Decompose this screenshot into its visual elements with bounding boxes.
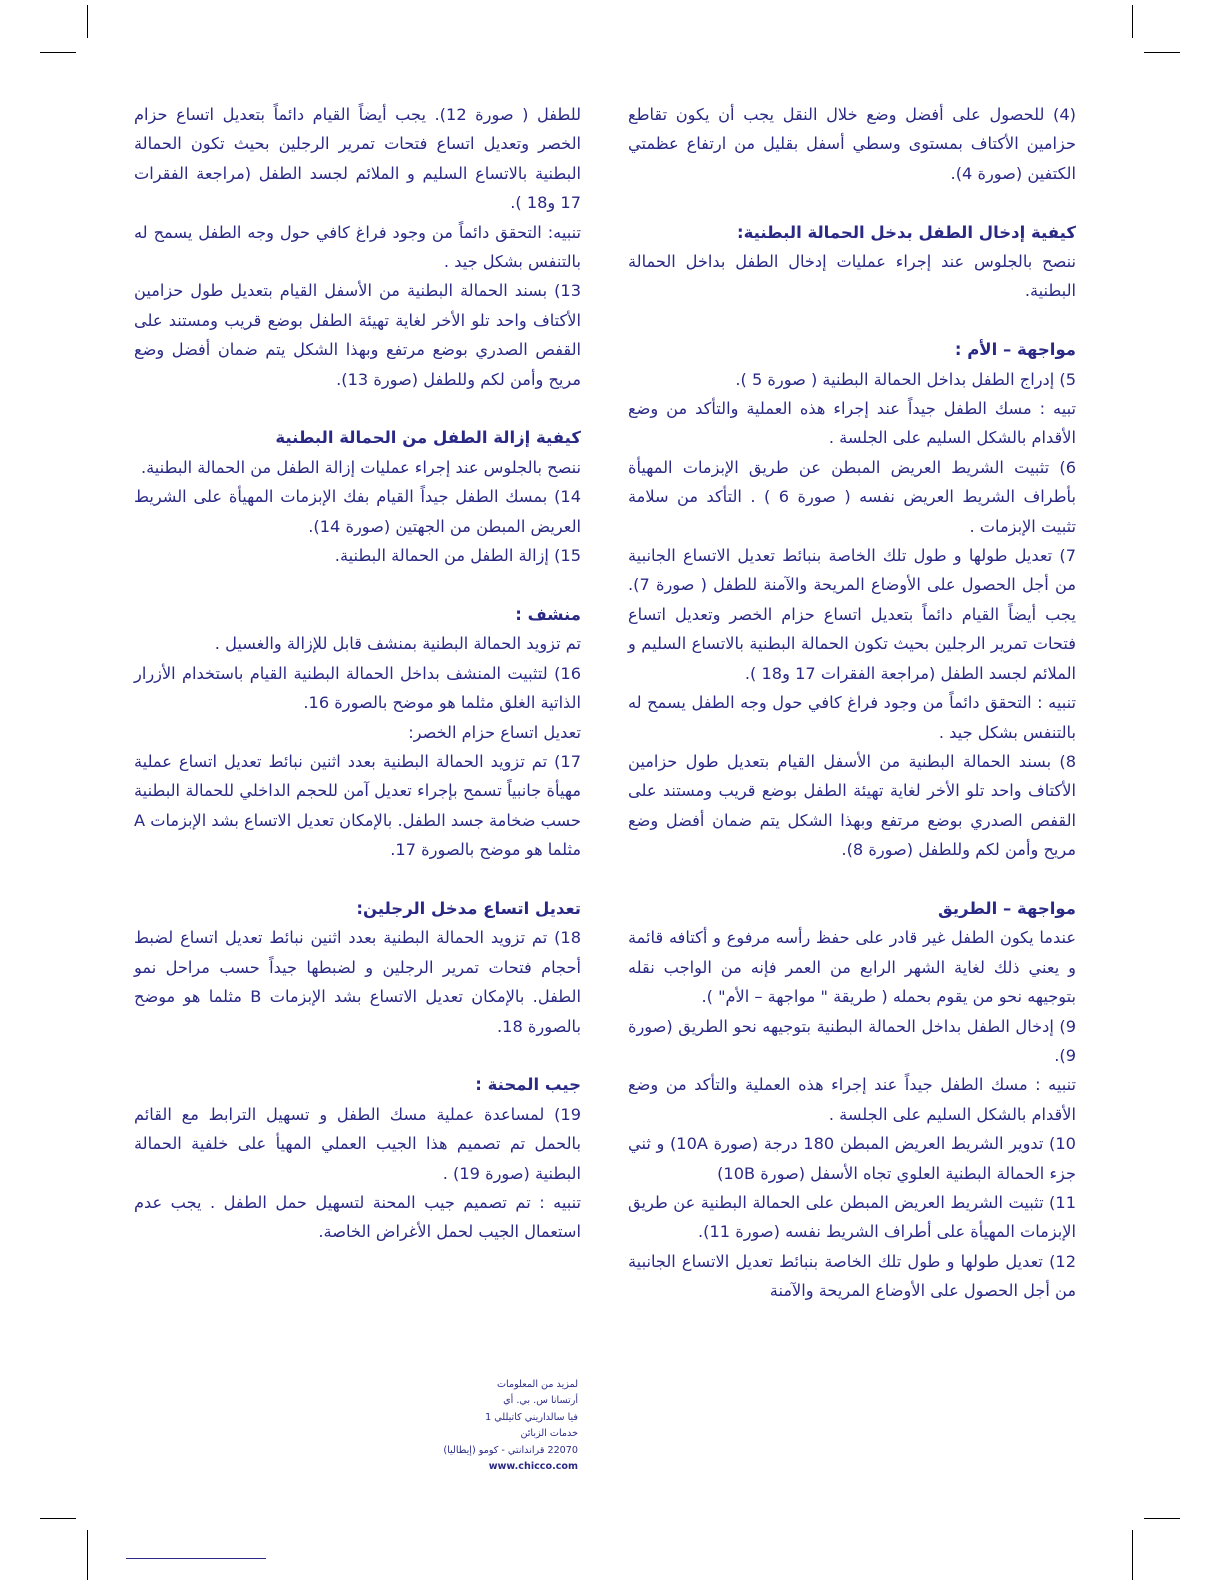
paragraph: 6) تثبيت الشريط العريض المبطن عن طريق الإبزمات المهيأة بأطراف الشريط العريض نفسه ( صورة 6 ) . التأكد من سلامة تثبيت الإبزمات . [628, 457, 1076, 536]
section-heading: كيفية إزالة الطفل من الحمالة البطنية [275, 428, 581, 448]
section-gap [628, 865, 1076, 894]
paragraph: عندما يكون الطفل غير قادر على حفظ رأسه مرفوع و أكتافه قائمة و يعني ذلك لغاية الشهر الرابع من العمر فإنه من الواجب نقله بتوجيهه نحو من يقوم بحمله ( طريقة " مواجهة – الأم" ). [628, 928, 1076, 1007]
paragraph: 10) تدوير الشريط العريض المبطن 180 درجة (صورة 10A) و ثني جزء الحمالة البطنية العلوي تجاه الأسفل (صورة 10B) [628, 1134, 1076, 1183]
crop-mark-bottom-right-vertical [1132, 1530, 1133, 1580]
crop-mark-top-left-vertical [87, 5, 88, 38]
section-gap [134, 394, 581, 423]
right-text-column [628, 100, 1076, 1306]
paragraph: 19) لمساعدة عملية مسك الطفل و تسهيل الترابط مع القائم بالحمل تم تصميم هذا الجيب العملي المهيأ على خلفية الحمالة البطنية (صورة 19) . [134, 1104, 581, 1183]
paragraph: 15) إزالة الطفل من الحمالة البطنية. [334, 546, 581, 566]
info-line-5: 22070 قراندانتي - كومو (إيطاليا) [443, 1444, 578, 1456]
info-line-3: فيا سالداريني كاتيللي 1 [485, 1411, 578, 1423]
crop-mark-top-left-horizontal [40, 52, 76, 53]
section-heading: مواجهة – الأم : [954, 340, 1076, 360]
section-gap [134, 570, 581, 599]
paragraph: للطفل ( صورة 12). يجب أيضاً القيام دائماً بتعديل اتساع حزام الخصر وتعديل اتساع فتحات تمرير الرجلين بحيث تكون الحمالة البطنية بالاتساع السليم و الملائم لجسد الطفل (مراجعة الفقرات 17 و18 ). [134, 105, 581, 213]
crop-mark-top-right-horizontal [1144, 52, 1180, 53]
section-heading: تعديل اتساع مدخل الرجلين: [356, 898, 581, 918]
section-gap [628, 306, 1076, 335]
info-line-1: لمزيد من المعلومات [497, 1379, 578, 1390]
section-heading: جيب المحنة : [475, 1075, 581, 1095]
company-info [418, 1377, 578, 1475]
paragraph: ننصح بالجلوس عند إجراء عمليات إزالة الطفل من الحمالة البطنية. [140, 457, 581, 477]
paragraph: تعديل اتساع حزام الخصر: [408, 722, 581, 742]
section-heading: منشف : [515, 604, 581, 624]
info-line-2: أرتسانا س. بي. أي [503, 1395, 578, 1407]
paragraph: 17) تم تزويد الحمالة البطنية بعدد اثنين نبائط تعديل اتساع عملية مهيأة جانبياً تسمح بإجراء تعديل آمن للحجم الداخلي للحمالة البطنية حسب ضخامة جسد الطفل. بالإمكان تعديل الاتساع بشد الإبزمات A مثلما هو موضح بالصورة 17. [134, 751, 581, 860]
paragraph: تنبيه : مسك الطفل جيداً عند إجراء هذه العملية والتأكد من وضع الأقدام بالشكل السليم على الجلسة . [628, 1075, 1076, 1124]
paragraph: 13) بسند الحمالة البطنية من الأسفل القيام بتعديل طول حزامين الأكتاف واحد تلو الأخر لغاية تهيئة الطفل بوضع قريب ومستند على القفص الصدري بوضع مرتفع وبهذا الشكل يتم ضمان أفضل وضع مريح وأمن لكم وللطفل (صورة 13). [134, 281, 581, 389]
paragraph: 12) تعديل طولها و طول تلك الخاصة بنبائط تعديل الاتساع الجانبية من أجل الحصول على الأوضاع المريحة والآمنة [628, 1251, 1076, 1301]
paragraph: 9) إدخال الطفل بداخل الحمالة البطنية بتوجيهه نحو الطريق (صورة 9). [628, 1016, 1076, 1065]
paragraph: 7) تعديل طولها و طول تلك الخاصة بنبائط تعديل الاتساع الجانبية من أجل الحصول على الأوضاع المريحة والآمنة للطفل ( صورة 7). يجب أيضاً القيام دائماً بتعديل اتساع حزام الخصر وتعديل اتساع فتحات تمرير الرجلين بحيث تكون الحمالة البطنية بالاتساع السليم و الملائم لجسد الطفل (مراجعة الفقرات 17 و18 ). [628, 546, 1076, 683]
paragraph: 16) لتثبيت المنشف بداخل الحمالة البطنية القيام باستخدام الأزرار الذاتية الغلق مثلما هو موضح بالصورة 16. [134, 663, 581, 713]
section-gap [134, 865, 581, 894]
crop-mark-bottom-right-horizontal [1144, 1518, 1180, 1519]
paragraph: 18) تم تزويد الحمالة البطنية بعدد اثنين نبائط تعديل اتساع لضبط أحجام فتحات تمرير الرجلين و لضبطها جيداً حسب مراحل نمو الطفل. بالإمكان تعديل الاتساع بشد الإبزمات B مثلما هو موضح بالصورة 18. [134, 928, 581, 1036]
paragraph: 14) بمسك الطفل جيداً القيام بفك الإبزمات المهيأة على الشريط العريض المبطن من الجهتين (صورة 14). [134, 487, 581, 536]
website-link[interactable]: www.chicco.com [488, 1461, 578, 1473]
crop-mark-top-right-vertical [1132, 5, 1133, 38]
paragraph: 11) تثبيت الشريط العريض المبطن على الحمالة البطنية عن طريق الإبزمات المهيأة على أطراف الشريط نفسه (صورة 11). [628, 1192, 1076, 1242]
crop-mark-bottom-left-vertical [87, 1530, 88, 1580]
info-line-4: خدمات الزبائن [520, 1428, 578, 1440]
paragraph: 8) بسند الحمالة البطنية من الأسفل القيام بتعديل طول حزامين الأكتاف واحد تلو الأخر لغاية تهيئة الطفل بوضع قريب ومستند على القفص الصدري بوضع مرتفع وبهذا الشكل يتم ضمان أفضل وضع مريح وأمن لكم وللطفل (صورة 8). [628, 751, 1076, 860]
left-text-column [134, 100, 581, 1247]
section-heading: كيفية إدخال الطفل بدخل الحمالة البطنية: [736, 222, 1076, 242]
paragraph: تنبيه : التحقق دائماً من وجود فراغ كافي حول وجه الطفل يسمح له بالتنفس بشكل جيد . [628, 693, 1076, 742]
section-gap [628, 188, 1076, 217]
paragraph: 5) إدراج الطفل بداخل الحمالة البطنية ( صورة 5 ). [735, 369, 1076, 389]
paragraph: (4) للحصول على أفضل وضع خلال النقل يجب أن يكون تقاطع حزامين الأكتاف بمستوى وسطي أسفل بقليل من ارتفاع عظمتي الكتفين (صورة 4). [628, 105, 1076, 183]
section-heading: مواجهة – الطريق [937, 898, 1076, 918]
paragraph: تنبيه : تم تصميم جيب المحنة لتسهيل حمل الطفل . يجب عدم استعمال الجيب لحمل الأغراض الخاصة. [134, 1192, 581, 1242]
section-gap [134, 1041, 581, 1070]
paragraph: تنبيه: التحقق دائماً من وجود فراغ كافي حول وجه الطفل يسمح له بالتنفس بشكل جيد . [134, 222, 581, 272]
bottom-rule [126, 1558, 266, 1559]
paragraph: ننصح بالجلوس عند إجراء عمليات إدخال الطفل بداخل الحمالة البطنية. [628, 252, 1076, 301]
paragraph: تبيه : مسك الطفل جيداً عند إجراء هذه العملية والتأكد من وضع الأقدام بالشكل السليم على الجلسة . [628, 399, 1076, 448]
crop-mark-bottom-left-horizontal [40, 1518, 76, 1519]
paragraph: تم تزويد الحمالة البطنية بمنشف قابل للإزالة والغسيل . [214, 634, 581, 654]
